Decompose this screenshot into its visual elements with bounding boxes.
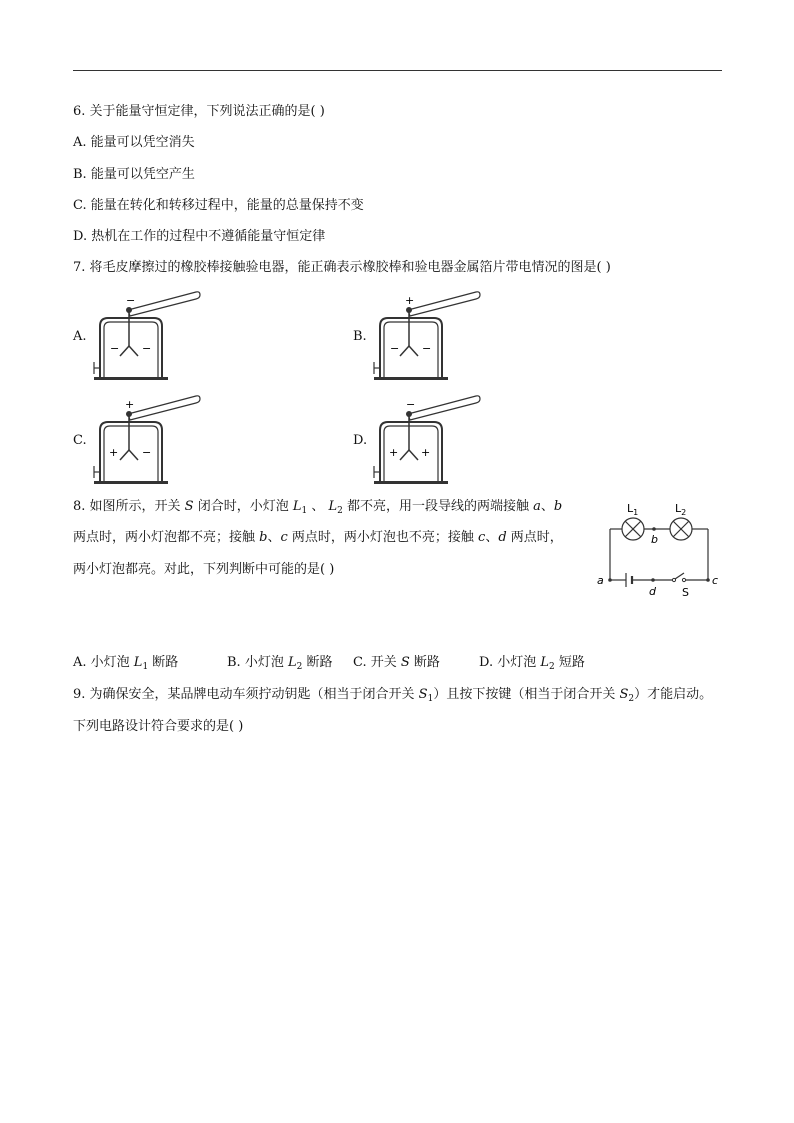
electroscope-b-right-charge: −	[422, 342, 432, 355]
q7-option-d-label: D.	[353, 433, 368, 448]
electroscope-c-diagram	[92, 392, 207, 488]
electroscope-a-rod-charge: −	[126, 294, 136, 307]
lamp-l2-icon	[670, 518, 692, 540]
q8-stem-line-1: 8. 如图所示，开关 S 闭合时，小灯泡 $L_1$ 、 $L_2$ 都不亮，用一段导线的两端接触 a、b	[73, 499, 563, 516]
electroscope-c-right-charge: −	[142, 446, 152, 459]
q8-circuit-diagram	[596, 498, 726, 598]
q8-stem-line-2: 两点时，两小灯泡都不亮；接触 b、c 两点时，两小灯泡也不亮；接触 c、d 两点时，	[73, 530, 563, 545]
q6-option-d: D. 热机在工作的过程中不遵循能量守恒定律	[73, 229, 326, 244]
point-a-label: a	[597, 574, 604, 587]
point-c-label: c	[712, 574, 719, 587]
electroscope-d-rod-charge: −	[406, 398, 416, 411]
q8-stem-line-3: 两小灯泡都亮。对此，下列判断中可能的是( )	[73, 562, 335, 577]
q7-stem: 7. 将毛皮摩擦过的橡胶棒接触验电器，能正确表示橡胶棒和验电器金属箔片带电情况的图是( )	[73, 260, 611, 275]
q9-stem-line-2: 下列电路设计符合要求的是( )	[73, 719, 244, 734]
q6-option-b: B. 能量可以凭空产生	[73, 167, 195, 182]
point-d-label: d	[649, 585, 656, 598]
q7-option-c-label: C.	[73, 433, 87, 448]
point-b-label: b	[651, 533, 658, 546]
q6-stem: 6. 关于能量守恒定律，下列说法正确的是( )	[73, 104, 325, 119]
electroscope-c-rod-charge: +	[125, 398, 135, 411]
electroscope-a-left-charge: −	[110, 342, 120, 355]
electroscope-d-left-charge: +	[389, 446, 399, 459]
q6-option-c: C. 能量在转化和转移过程中，能量的总量保持不变	[73, 198, 364, 213]
q8-option-b: B. 小灯泡 $L_2$ 断路	[227, 655, 333, 672]
q8-option-a: A. 小灯泡 $L_1$ 断路	[73, 655, 179, 672]
electroscope-b-rod-charge: +	[405, 294, 415, 307]
q6-option-a: A. 能量可以凭空消失	[73, 135, 195, 150]
electroscope-b-diagram	[372, 288, 487, 384]
q9-stem-line-1: 9. 为确保安全，某品牌电动车须拧动钥匙（相当于闭合开关 $S_1$）且按下按键（相当于闭合开关 $S_2$）才能启动。	[73, 687, 713, 704]
lamp-l1-label: $L_1$	[627, 502, 639, 517]
q7-option-a-label: A.	[73, 329, 87, 344]
q8-option-d: D. 小灯泡 $L_2$ 短路	[479, 655, 585, 672]
switch-s-label: S	[682, 586, 689, 599]
electroscope-b-left-charge: −	[390, 342, 400, 355]
header-rule	[73, 70, 722, 71]
electroscope-d-right-charge: +	[421, 446, 431, 459]
electroscope-d-diagram	[372, 392, 487, 488]
electroscope-c-left-charge: +	[109, 446, 119, 459]
lamp-l1-icon	[622, 518, 644, 540]
electroscope-a-right-charge: −	[142, 342, 152, 355]
q8-option-c: C. 开关 S 断路	[353, 655, 440, 670]
q7-option-b-label: B.	[353, 329, 367, 344]
lamp-l2-label: $L_2$	[675, 502, 687, 517]
electroscope-a-diagram	[92, 288, 207, 384]
